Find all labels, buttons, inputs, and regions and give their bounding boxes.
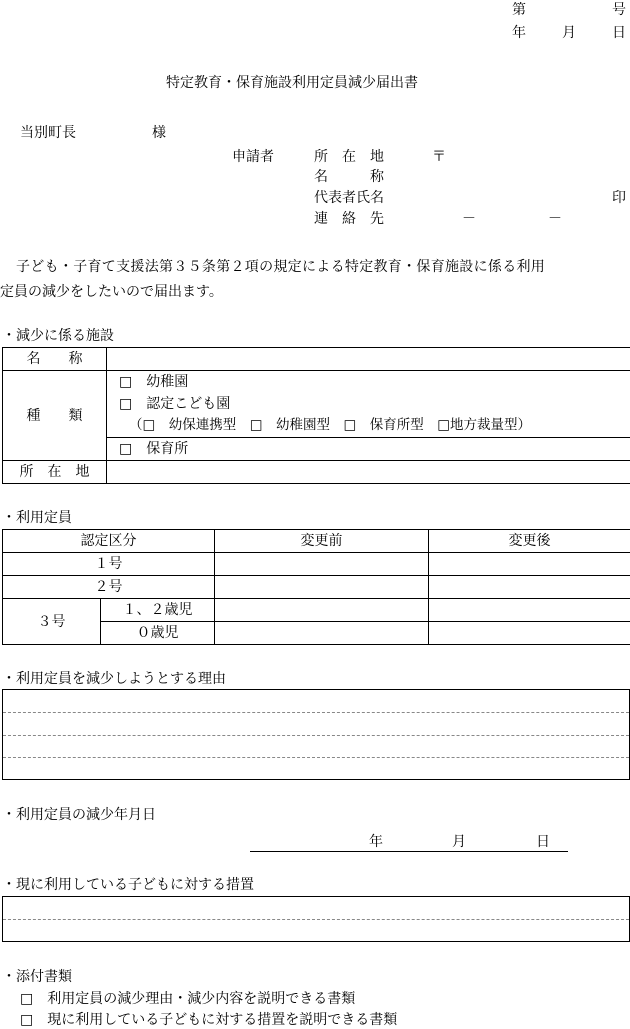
facility-address-field[interactable] <box>107 461 630 484</box>
type-option-kodomoen[interactable]: □ 認定こども園 <box>107 393 630 415</box>
header-day: 日 <box>612 25 626 41</box>
capacity-row-3-group: ３号 <box>3 599 101 645</box>
facility-type-label: 種 類 <box>3 371 107 461</box>
capacity-before-field[interactable] <box>215 622 429 645</box>
reason-heading: ・利用定員を減少しようとする理由 <box>2 671 226 687</box>
header-month: 月 <box>562 25 576 41</box>
document-title: 特定教育・保育施設利用定員減少届出書 <box>166 75 418 91</box>
date-year: 年 <box>369 834 383 850</box>
doc-number-suffix: 号 <box>612 2 626 18</box>
facility-name-field[interactable] <box>107 348 630 371</box>
capacity-subrow-1-2yr: １、２歳児 <box>101 599 215 622</box>
applicant-label: 申請者 <box>232 149 274 165</box>
reason-field[interactable] <box>2 689 630 780</box>
attachments-heading: ・添付書類 <box>2 969 72 985</box>
seal-mark: 印 <box>612 190 626 206</box>
doc-number-prefix: 第 <box>512 2 526 18</box>
facility-name-label: 名 称 <box>3 348 107 371</box>
capacity-before-field[interactable] <box>215 599 429 622</box>
addressee-honorific: 様 <box>152 125 166 141</box>
type-option-kindergarten[interactable]: □ 幼稚園 <box>107 371 630 394</box>
capacity-header-after: 変更後 <box>429 530 630 553</box>
capacity-after-field[interactable] <box>429 576 630 599</box>
ruled-line <box>3 757 629 758</box>
capacity-after-field[interactable] <box>429 553 630 576</box>
body-text-line1: 子ども・子育て支援法第３５条第２項の規定による特定教育・保育施設に係る利用 <box>16 259 546 275</box>
capacity-row-1: １号 <box>3 553 215 576</box>
capacity-before-field[interactable] <box>215 553 429 576</box>
facility-table <box>2 347 630 484</box>
capacity-header-category: 認定区分 <box>3 530 215 553</box>
capacity-header-before: 変更前 <box>215 530 429 553</box>
attachment-item-2[interactable]: □ 現に利用している子どもに対する措置を説明できる書類 <box>20 1012 398 1028</box>
measures-heading: ・現に利用している子どもに対する措置 <box>2 877 254 893</box>
capacity-after-field[interactable] <box>429 622 630 645</box>
addressee-name: 当別町長 <box>20 125 76 141</box>
measures-field[interactable] <box>2 896 630 942</box>
body-text-line2: 定員の減少をしたいので届出ます。 <box>0 284 223 300</box>
capacity-table <box>2 529 630 645</box>
type-option-nursery[interactable]: □ 保育所 <box>107 438 630 461</box>
applicant-address-label: 所 在 地 <box>314 149 384 165</box>
capacity-row-2: ２号 <box>3 576 215 599</box>
applicant-name-label: 名 称 <box>314 169 384 185</box>
contact-dash-2: － <box>548 211 562 227</box>
ruled-line <box>3 712 629 713</box>
applicant-contact-label: 連 絡 先 <box>314 211 384 227</box>
facility-heading: ・減少に係る施設 <box>2 328 114 344</box>
capacity-before-field[interactable] <box>215 576 429 599</box>
date-underline[interactable] <box>250 851 568 852</box>
date-heading: ・利用定員の減少年月日 <box>2 807 156 823</box>
contact-dash-1: － <box>462 211 476 227</box>
postal-mark: 〒 <box>432 149 446 165</box>
capacity-heading: ・利用定員 <box>2 510 72 526</box>
attachment-item-1[interactable]: □ 利用定員の減少理由・減少内容を説明できる書類 <box>20 991 356 1007</box>
capacity-subrow-0yr: ０歳児 <box>101 622 215 645</box>
header-year: 年 <box>512 25 526 41</box>
type-option-kodomoen-subtypes[interactable]: （□ 幼保連携型 □ 幼稚園型 □ 保育所型 □地方裁量型） <box>107 415 630 438</box>
date-month: 月 <box>452 834 466 850</box>
ruled-line <box>3 735 629 736</box>
ruled-line <box>3 919 629 920</box>
capacity-after-field[interactable] <box>429 599 630 622</box>
applicant-rep-label: 代表者氏名 <box>314 190 384 206</box>
date-day: 日 <box>536 834 550 850</box>
facility-address-label: 所 在 地 <box>3 461 107 484</box>
